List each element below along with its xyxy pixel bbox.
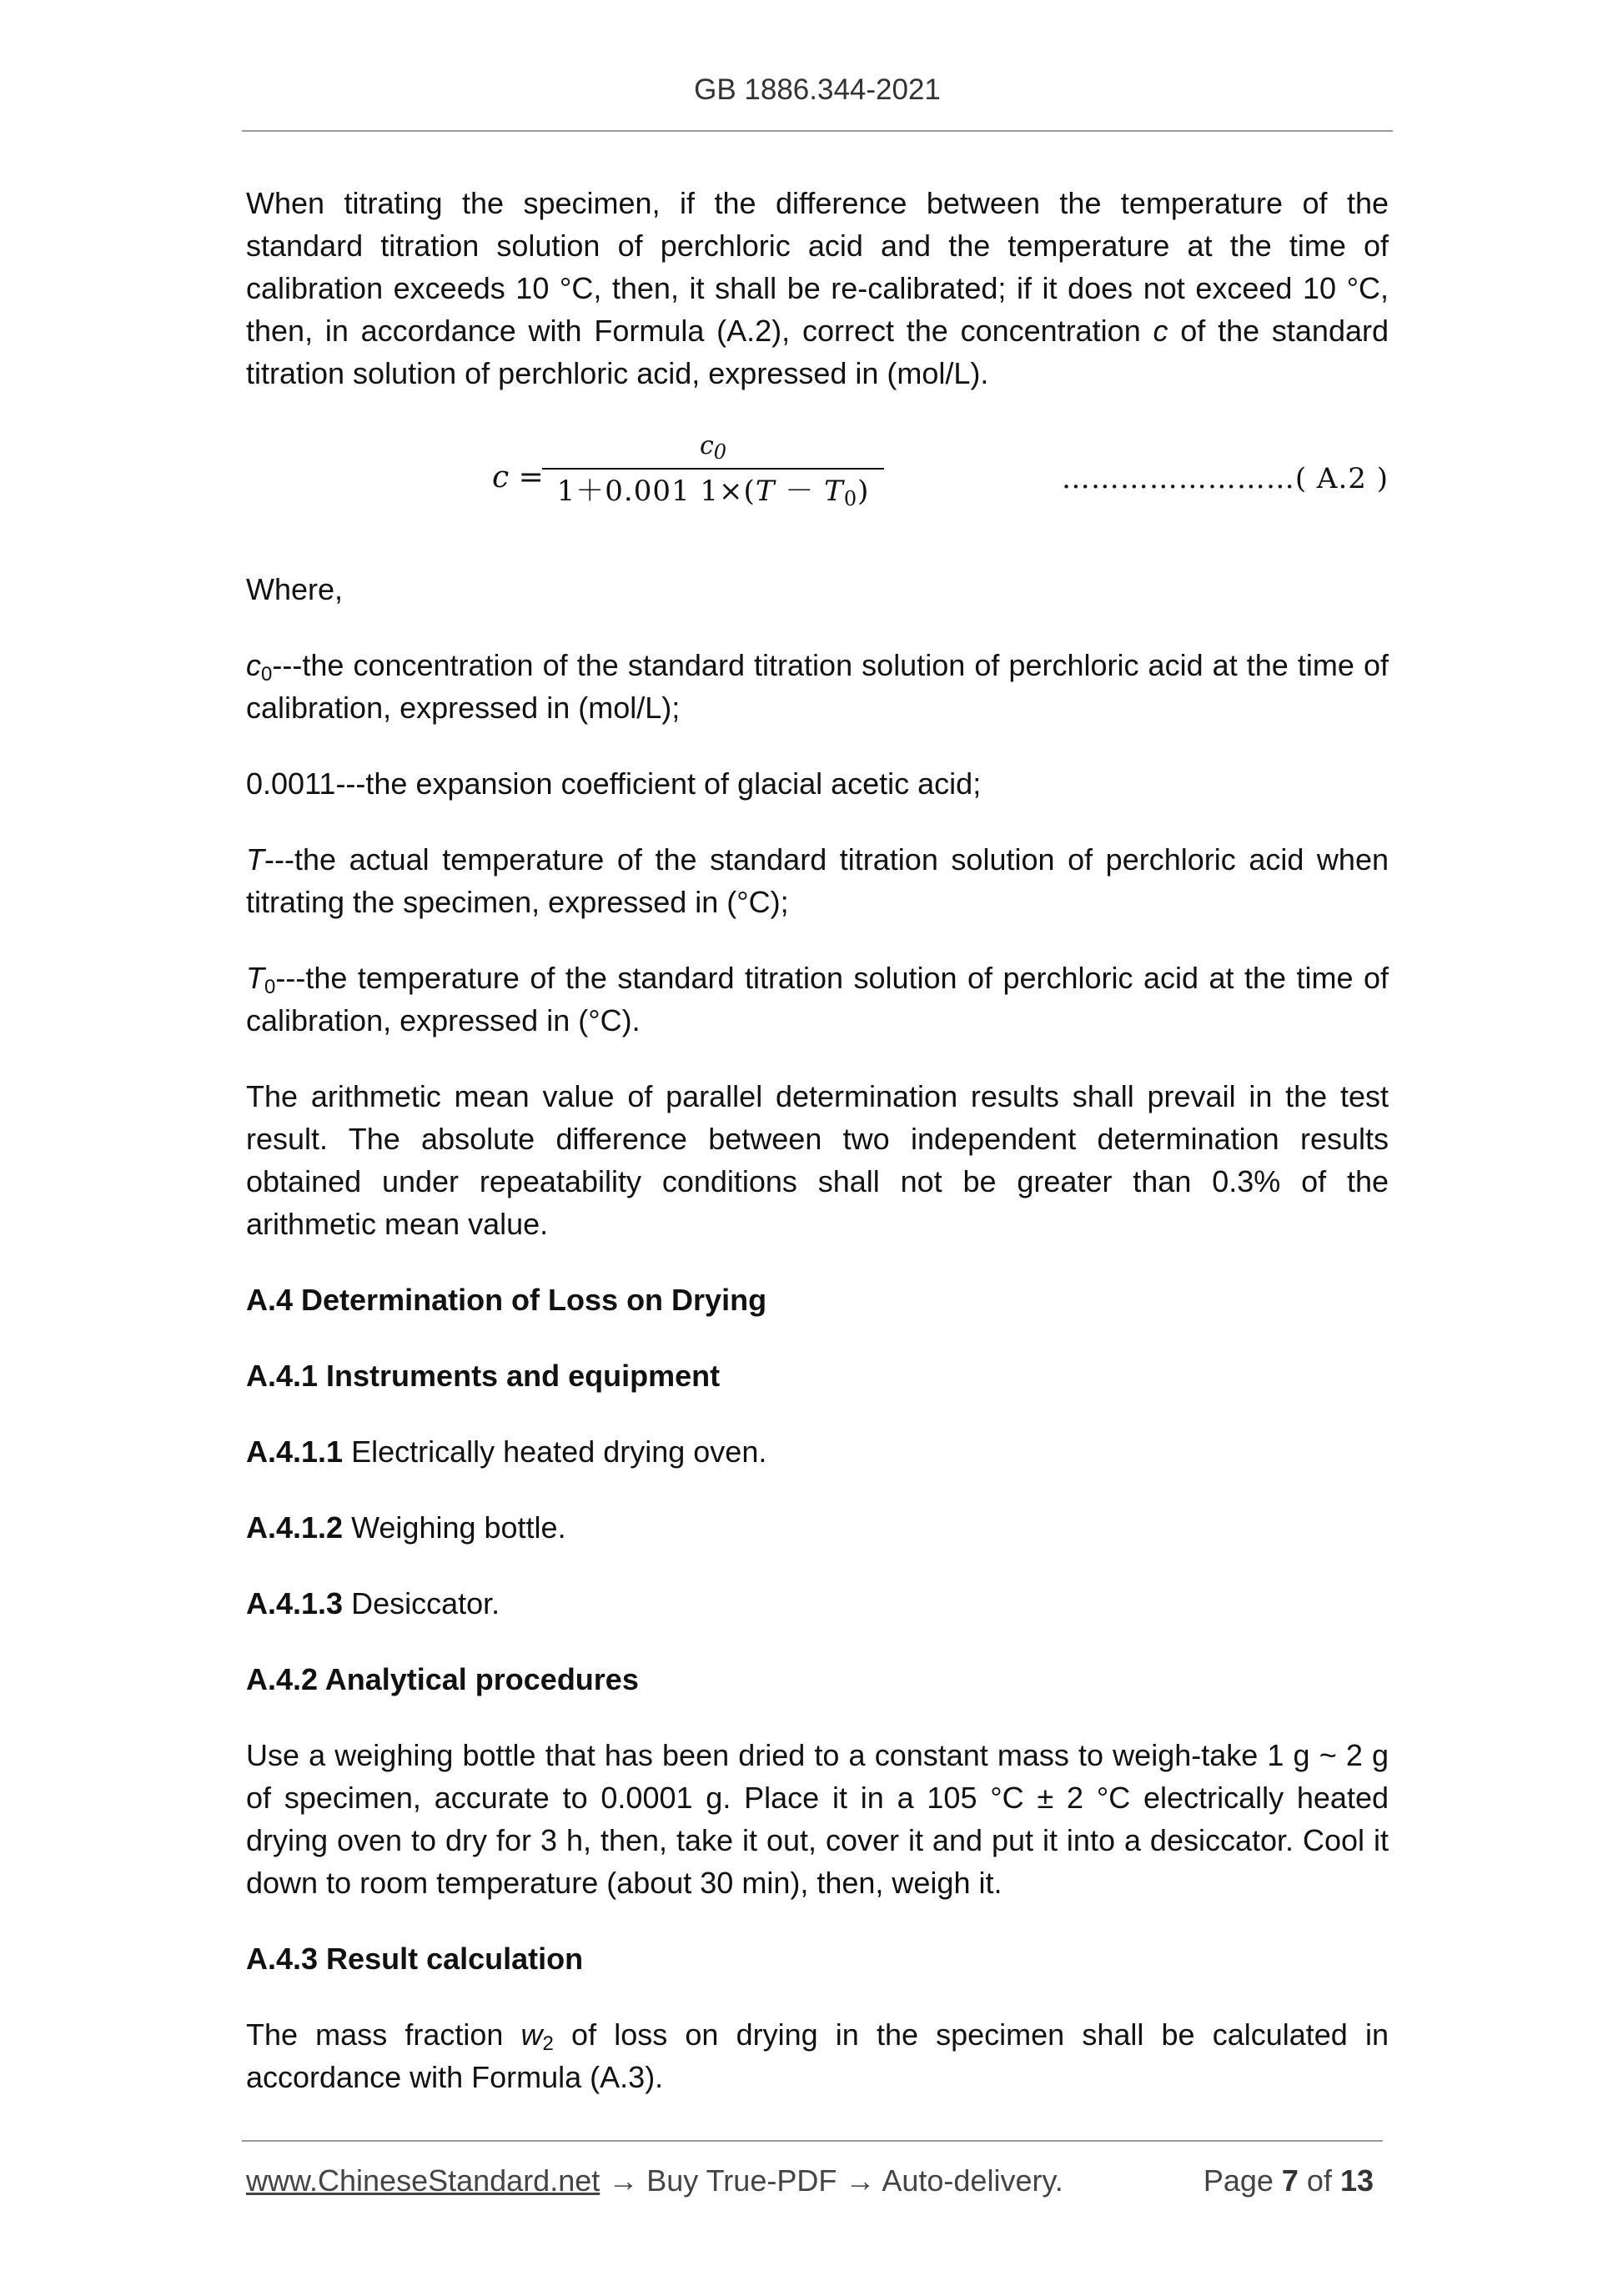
heading-a42: A.4.2 Analytical procedures <box>246 1662 639 1696</box>
page-number: 7 <box>1281 2163 1299 2198</box>
formula-a2 <box>246 428 1389 520</box>
den-left: 1＋0.001 1×( <box>556 475 756 508</box>
paragraph-arithmetic-mean: The arithmetic mean value of parallel determination results shall prevail in the test result. The absolute difference between two independent determination results obtained under repeatability conditions shall not be greater than 0.3% of the arithmetic mean value. <box>246 1079 1389 1241</box>
item-a412 <box>246 1506 1389 1549</box>
formula-numerator <box>542 428 884 465</box>
den-T0-sub: 0 <box>843 487 858 510</box>
den-minus: － <box>775 475 825 508</box>
footer-divider <box>242 2140 1383 2142</box>
page-word: Page <box>1203 2163 1282 2198</box>
formula-label: ……………………( A.2 ) <box>1061 462 1389 495</box>
text: When titrating the specimen, if the difference between the temperature of the standard titration solution of perchloric acid and the temperature at the time of calibration exceeds 10 °C, then, it shall be re-calibrated; if it does not exceed 10 °C, then, in accordance with Formula (A.2), correct the concentration <box>246 186 1389 348</box>
definition-T <box>246 838 1389 923</box>
variable-T: T <box>246 842 264 877</box>
arrow-icon: → <box>600 2163 647 2198</box>
text: The mass fraction <box>246 2017 521 2052</box>
formula-fraction <box>542 428 884 511</box>
item-text: Electrically heated drying oven. <box>343 1434 767 1469</box>
of-word: of <box>1298 2163 1340 2198</box>
definition-text: ---the concentration of the standard titration solution of perchloric acid at the time of calibration, expressed in (mol/L); <box>246 648 1389 725</box>
definition-c0 <box>246 644 1389 729</box>
text: of the standard titration solution of perchloric acid, expressed in (mol/L). <box>246 314 1389 390</box>
definition-T0 <box>246 957 1389 1042</box>
den-right: ) <box>857 475 870 508</box>
heading-a43: A.4.3 Result calculation <box>246 1942 584 1976</box>
variable-c0: c <box>246 648 261 682</box>
numerator-sub: 0 <box>713 440 727 464</box>
paragraph-mass-fraction <box>246 2013 1389 2098</box>
chinesestandard-link[interactable]: www.ChineseStandard.net <box>246 2163 600 2198</box>
page-indicator <box>1203 2163 1374 2198</box>
delivery-text: Auto-delivery. <box>882 2163 1063 2198</box>
paragraph-procedure: Use a weighing bottle that has been dried to a constant mass to weigh-take 1 g ~ 2 g of specimen, accurate to 0.0001 g. Place it in a 105 °C ± 2 °C electrically heated drying oven to dry for 3 h, then, take it out, cover it and put it into a desiccator. Cool it down to room temperature (about 30 min), then, weigh it. <box>246 1738 1389 1900</box>
formula-denominator <box>542 471 884 511</box>
item-number: A.4.1.3 <box>246 1586 344 1620</box>
buy-text: Buy True-PDF <box>646 2163 837 2198</box>
item-text: Desiccator. <box>343 1586 500 1620</box>
arrow-icon: → <box>837 2163 882 2198</box>
document-body <box>246 182 1389 2132</box>
variable-w2: w <box>520 2017 543 2052</box>
item-number: A.4.1.2 <box>246 1510 344 1545</box>
item-number: A.4.1.1 <box>246 1434 344 1469</box>
definition-text: ---the temperature of the standard titration solution of perchloric acid at the time of calibration, expressed in (°C). <box>246 961 1389 1037</box>
document-id-header: GB 1886.344-2021 <box>694 73 941 106</box>
formula-lhs: c = <box>492 460 544 495</box>
item-text: Weighing bottle. <box>343 1510 566 1545</box>
definition-text: ---the actual temperature of the standard titration solution of perchloric acid when titrating the specimen, expressed in (°C); <box>246 842 1389 919</box>
variable-c: c <box>1153 314 1168 348</box>
den-T: T <box>755 475 776 508</box>
variable-T0-sub: 0 <box>264 976 276 998</box>
den-T0: T <box>824 475 844 508</box>
variable-c0-sub: 0 <box>261 663 273 686</box>
item-a413 <box>246 1582 1389 1625</box>
item-a411 <box>246 1430 1389 1473</box>
paragraph-recalibration <box>246 182 1389 394</box>
variable-w2-sub: 2 <box>542 2032 554 2055</box>
variable-T0: T <box>246 961 264 995</box>
fraction-bar <box>542 468 884 470</box>
page-total: 13 <box>1339 2163 1374 2198</box>
page-footer <box>246 2163 1389 2198</box>
numerator-var: c <box>699 431 714 460</box>
header-divider <box>242 130 1393 132</box>
text: of loss on drying in the specimen shall be calculated in accordance with Formula (A.3). <box>246 2017 1389 2094</box>
heading-a41: A.4.1 Instruments and equipment <box>246 1359 721 1393</box>
definition-coefficient: 0.0011---the expansion coefficient of glacial acetic acid; <box>246 766 982 801</box>
heading-a4: A.4 Determination of Loss on Drying <box>246 1283 767 1317</box>
where-label: Where, <box>246 572 344 606</box>
